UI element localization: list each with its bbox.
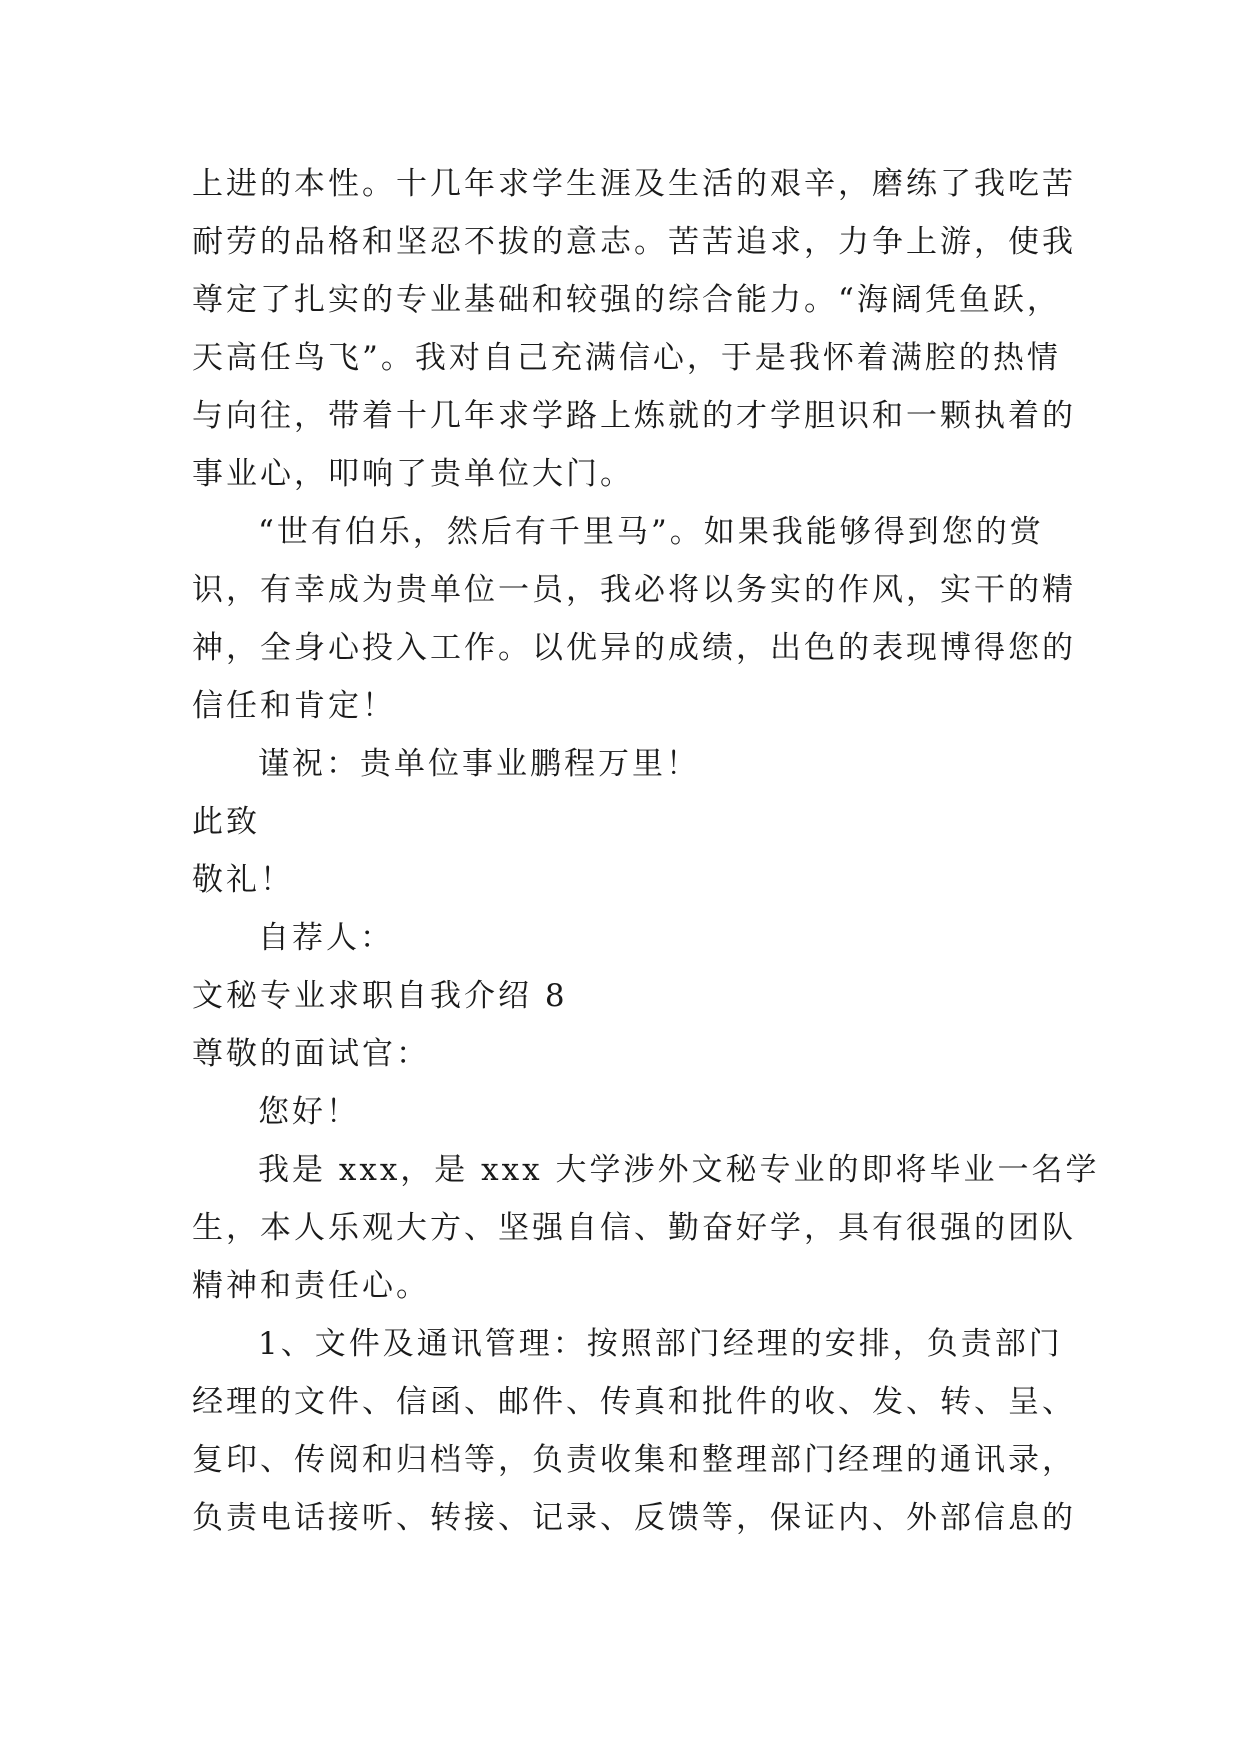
text-line: 生，本人乐观大方、坚强自信、勤奋好学，具有很强的团队 [192,1210,1076,1246]
salutation-line: 敬礼！ [192,862,294,898]
text-line: 复印、传阅和归档等，负责收集和整理部门经理的通讯录， [192,1442,1076,1478]
greeting-line: 您好！ [258,1094,360,1130]
document-body [192,155,1100,1547]
closing-wish: 谨祝：贵单位事业鹏程万里！ [258,746,700,782]
text-line: 经理的文件、信函、邮件、传真和批件的收、发、转、呈、 [192,1384,1076,1420]
text-line: 事业心，叩响了贵单位大门。 [192,456,634,492]
paragraph-start-line: 1、文件及通讯管理：按照部门经理的安排，负责部门 [258,1326,1063,1362]
text-line: 耐劳的品格和坚忍不拔的意志。苦苦追求，力争上游，使我 [192,224,1076,260]
greeting-line: 尊敬的面试官： [192,1036,430,1072]
section-heading: 文秘专业求职自我介绍 8 [192,978,568,1014]
signature-label: 自荐人： [258,920,394,956]
text-line: 与向往，带着十几年求学路上炼就的才学胆识和一颗执着的 [192,398,1076,434]
text-line: 上进的本性。十几年求学生涯及生活的艰辛，磨练了我吃苦 [192,166,1076,202]
paragraph-start-line: “世有伯乐，然后有千里马”。如果我能够得到您的赏 [258,514,1044,550]
text-line: 神，全身心投入工作。以优异的成绩，出色的表现博得您的 [192,630,1076,666]
text-line: 天高任鸟飞”。我对自己充满信心，于是我怀着满腔的热情 [192,340,1061,376]
text-line: 负责电话接听、转接、记录、反馈等，保证内、外部信息的 [192,1500,1076,1536]
paragraph-start-line: 我是 xxx，是 xxx 大学涉外文秘专业的即将毕业一名学 [258,1152,1100,1188]
text-line: 信任和肯定！ [192,688,396,724]
text-line: 尊定了扎实的专业基础和较强的综合能力。“海阔凭鱼跃， [192,282,1061,318]
text-line: 精神和责任心。 [192,1268,430,1304]
text-line: 识，有幸成为贵单位一员，我必将以务实的作风，实干的精 [192,572,1076,608]
salutation-line: 此致 [192,804,260,840]
